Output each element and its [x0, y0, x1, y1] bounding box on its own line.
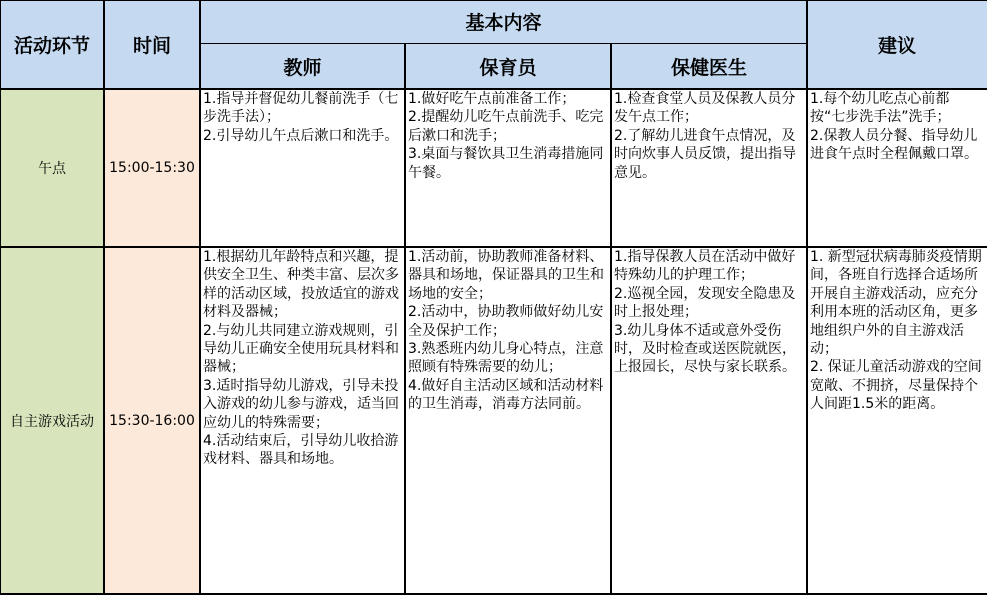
row-1-caregiver-item: 3.桌面与餐饮具卫生消毒措施同午餐。 [408, 146, 604, 181]
row-2-suggestion [807, 247, 987, 595]
row-1-teacher-item: 2.引导幼儿午点后漱口和洗手。 [203, 127, 399, 144]
grid-line [199, 0, 201, 595]
row-1-suggestion [807, 89, 987, 247]
header-time-label: 时间 [132, 35, 171, 57]
header-teacher-label: 教师 [283, 56, 322, 79]
grid-line [0, 88, 987, 90]
header-content-label: 基本内容 [465, 12, 542, 34]
row-1-phase [0, 89, 104, 247]
row-2-caregiver-item: 3.熟悉班内幼儿身心特点，注意照顾有特殊需要的幼儿； [408, 341, 604, 376]
row-2-teacher-item: 4.活动结束后，引导幼儿收拾游戏材料、器具和场地。 [203, 433, 399, 468]
header-suggestion-label: 建议 [877, 35, 916, 57]
row-1-phase-label: 午点 [38, 161, 66, 177]
row-2-time [104, 247, 200, 595]
header-teacher [200, 43, 405, 89]
row-2-teacher-item: 3.适时指导幼儿游戏，引导未投入游戏的幼儿参与游戏，适当回应幼儿的特殊需要； [203, 377, 399, 431]
grid-line [103, 0, 105, 595]
row-1-teacher-item: 1.指导并督促幼儿餐前洗手（七步洗手法）； [203, 91, 399, 126]
row-2-caregiver-item: 2.活动中，协助教师做好幼儿安全及保护工作； [408, 304, 604, 339]
grid-line [200, 43, 807, 44]
header-suggestion [807, 0, 987, 89]
header-phase-label: 活动环节 [13, 35, 90, 57]
grid-line [404, 43, 406, 595]
row-2-doctor-item: 1.指导保教人员在活动中做好特殊幼儿的护理工作； [614, 249, 796, 284]
grid-line [0, 0, 1, 595]
row-2-caregiver-item: 1.活动前，协助教师准备材料、器具和场地，保证器具的卫生和场地的安全； [408, 249, 604, 302]
header-content [200, 0, 807, 43]
row-2-phase-label: 自主游戏活动 [10, 414, 94, 430]
row-1-doctor-item: 1.检查食堂人员及保教人员分发午点工作； [614, 91, 796, 126]
header-phase [0, 0, 104, 89]
row-2-teacher-item: 2.与幼儿共同建立游戏规则，引导幼儿正确安全使用玩具材料和器械； [203, 322, 399, 376]
row-1-caregiver-item: 1.做好吃午点前准备工作； [408, 91, 576, 107]
row-1-doctor-item: 2.了解幼儿进食午点情况，及时向炊事人员反馈，提出指导意见。 [614, 127, 796, 181]
header-caregiver-label: 保育员 [479, 56, 537, 79]
row-1-caregiver-item: 2.提醒幼儿吃午点前洗手、吃完后漱口和洗手； [408, 109, 604, 144]
row-1-suggestion-item: 1.每个幼儿吃点心前都按“七步洗手法”洗手； [810, 91, 951, 126]
header-doctor [611, 43, 807, 89]
row-2-phase [0, 247, 104, 595]
row-2-doctor [611, 247, 807, 595]
row-1-time [104, 89, 200, 247]
header-time [104, 0, 200, 89]
row-2-teacher-item: 1.根据幼儿年龄特点和兴趣，提供安全卫生、种类丰富、层次多样的活动区域，投放适宜的游戏材料及器械； [203, 249, 399, 321]
row-2-caregiver [405, 247, 611, 595]
header-doctor-label: 保健医生 [670, 56, 747, 79]
row-2-doctor-item: 2.巡视全园，发现安全隐患及时上报处理； [614, 285, 796, 321]
grid-line [0, 246, 987, 248]
row-2-doctor-item: 3.幼儿身体不适或意外受伤时，及时检查或送医院就医，上报园长，尽快与家长联系。 [614, 322, 796, 376]
row-2-teacher [200, 247, 405, 595]
row-1-caregiver [405, 89, 611, 247]
row-1-doctor [611, 89, 807, 247]
grid-line [610, 43, 612, 595]
header-caregiver [405, 43, 611, 89]
grid-line [0, 0, 987, 1]
row-2-caregiver-item: 4.做好自主活动区域和活动材料的卫生消毒，消毒方法同前。 [408, 377, 604, 413]
row-2-time-label: 15:30-16:00 [109, 413, 195, 429]
grid-line [806, 0, 808, 595]
row-1-suggestion-item: 2.保教人员分餐、指导幼儿进食午点时全程佩戴口罩。 [810, 127, 978, 163]
row-1-time-label: 15:00-15:30 [109, 160, 195, 176]
row-2-suggestion-item: 2. 保证儿童活动游戏的空间宽敞、不拥挤，尽量保持个人间距1.5米的距离。 [810, 359, 982, 413]
row-1-teacher [200, 89, 405, 247]
row-2-suggestion-item: 1. 新型冠状病毒肺炎疫情期间，各班自行选择合适场所开展自主游戏活动，应充分利用本班的活动区角，更多地组织户外的自主游戏活动； [810, 249, 982, 358]
